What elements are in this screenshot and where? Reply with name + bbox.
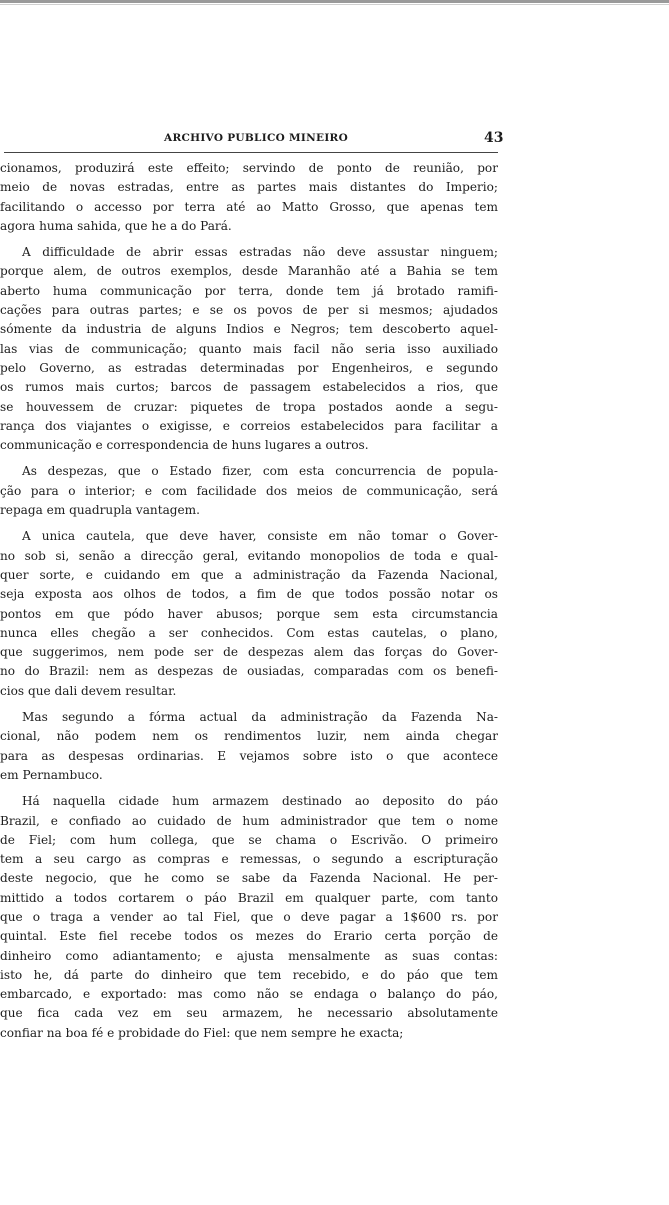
text-line: que suggerimos, nem pode ser de despezas alem das forças do Gover- <box>0 645 498 660</box>
text-line: Mas segundo a fórma actual da administração da Fazenda Na- <box>22 710 498 725</box>
text-line: pontos em que pódo haver abusos; porque sem esta circumstancia <box>0 606 498 621</box>
text-line: porque alem, de outros exemplos, desde Maranhão até a Bahia se tem <box>0 264 498 279</box>
text-line: las vias de communicação; quanto mais facil não seria isso auxiliado <box>0 341 498 356</box>
text-line: se houvessem de cruzar: piquetes de tropa postados aonde a segu- <box>0 399 498 414</box>
text-line: mittido a todos cortarem o páo Brazil em qualquer parte, com tanto <box>0 890 498 905</box>
text-line: communicação e correspondencia de huns lugares a outros. <box>0 438 369 453</box>
paragraph <box>0 462 498 520</box>
text-line: no do Brazil: nem as despezas de ousiadas, comparadas com os benefi- <box>0 664 498 679</box>
text-line: nunca elles chegão a ser conhecidos. Com estas cautelas, o plano, <box>0 625 498 640</box>
text-line: os rumos mais curtos; barcos de passagem estabelecidos a rios, que <box>0 380 498 395</box>
paragraph <box>0 243 498 455</box>
text-line: cações para outras partes; e se os povos de per si mesmos; ajudados <box>0 303 498 318</box>
text-line: sómente da industria de alguns Indios e Negros; tem descoberto aquel- <box>0 322 498 337</box>
paragraph <box>0 527 498 701</box>
text-line: cios que dali devem resultar. <box>0 683 177 698</box>
text-line: cionamos, produzirá este effeito; servindo de ponto de reunião, por <box>0 161 498 175</box>
text-line: ção para o interior; e com facilidade dos meios de communicação, será <box>0 483 498 498</box>
text-line: aberto huma communicação por terra, donde tem já brotado ramifi- <box>0 283 498 298</box>
paragraph <box>0 708 498 785</box>
text-line: cional, não podem nem os rendimentos luzir, nem ainda chegar <box>0 729 498 744</box>
text-line: que o traga a vender ao tal Fiel, que o deve pagar a 1$600 rs. por <box>0 909 498 924</box>
text-line: Há naquella cidade hum armazem destinado ao deposito do páo <box>22 794 498 809</box>
page-top-border <box>0 0 669 3</box>
text-line: para as despesas ordinarias. E vejamos sobre isto o que acontece <box>0 748 498 763</box>
text-line: seja exposta aos olhos de todos, a fim de que todos possão notar os <box>0 587 498 602</box>
text-line: tem a seu cargo as compras e remessas, o segundo a escripturação <box>0 852 498 867</box>
text-line: embarcado, e exportado: mas como não se endaga o balanço do páo, <box>0 987 498 1002</box>
body-text <box>0 159 498 1050</box>
text-line: deste negocio, que he como se sabe da Fazenda Nacional. He per- <box>0 871 498 886</box>
paragraph <box>0 159 498 236</box>
text-line: repaga em quadrupla vantagem. <box>0 503 200 518</box>
text-line: A difficuldade de abrir essas estradas não deve assustar ninguem; <box>22 245 498 260</box>
paragraph <box>0 792 498 1043</box>
text-line: As despezas, que o Estado fizer, com esta concurrencia de popula- <box>22 464 498 479</box>
text-line: Brazil, e confiado ao cuidado de hum administrador que tem o nome <box>0 813 498 828</box>
text-line: no sob si, senão a direcção geral, evitando monopolios de toda e qual- <box>0 548 498 563</box>
text-line: isto he, dá parte do dinheiro que tem recebido, e do páo que tem <box>0 967 498 982</box>
text-line: quer sorte, e cuidando em que a administração da Fazenda Nacional, <box>0 567 498 582</box>
text-line: A unica cautela, que deve haver, consiste em não tomar o Gover- <box>22 529 498 544</box>
page-number: 43 <box>484 130 504 146</box>
text-line: que fica cada vez em seu armazem, he necessario absolutamente <box>0 1006 498 1021</box>
text-line: facilitando o accesso por terra até ao Matto Grosso, que apenas tem <box>0 199 498 214</box>
text-line: agora huma sahida, que he a do Pará. <box>0 218 232 233</box>
text-line: dinheiro como adiantamento; e ajusta mensalmente as suas contas: <box>0 948 498 963</box>
text-line: confiar na boa fé e probidade do Fiel: que nem sempre he exacta; <box>0 1025 404 1040</box>
text-line: rança dos viajantes o exigisse, e correios estabelecidos para facilitar a <box>0 418 498 433</box>
page-top-border-shadow <box>0 4 669 5</box>
text-line: quintal. Este fiel recebe todos os mezes do Erario certa porção de <box>0 929 498 944</box>
text-line: meio de novas estradas, entre as partes mais distantes do Imperio; <box>0 180 498 195</box>
running-title: ARCHIVO PUBLICO MINEIRO <box>164 132 349 144</box>
text-line: de Fiel; com hum collega, que se chama o Escrivão. O primeiro <box>0 832 498 847</box>
text-line: em Pernambuco. <box>0 767 103 782</box>
header-rule <box>4 152 498 153</box>
text-line: pelo Governo, as estradas determinadas por Engenheiros, e segundo <box>0 360 498 375</box>
running-header <box>0 128 669 148</box>
